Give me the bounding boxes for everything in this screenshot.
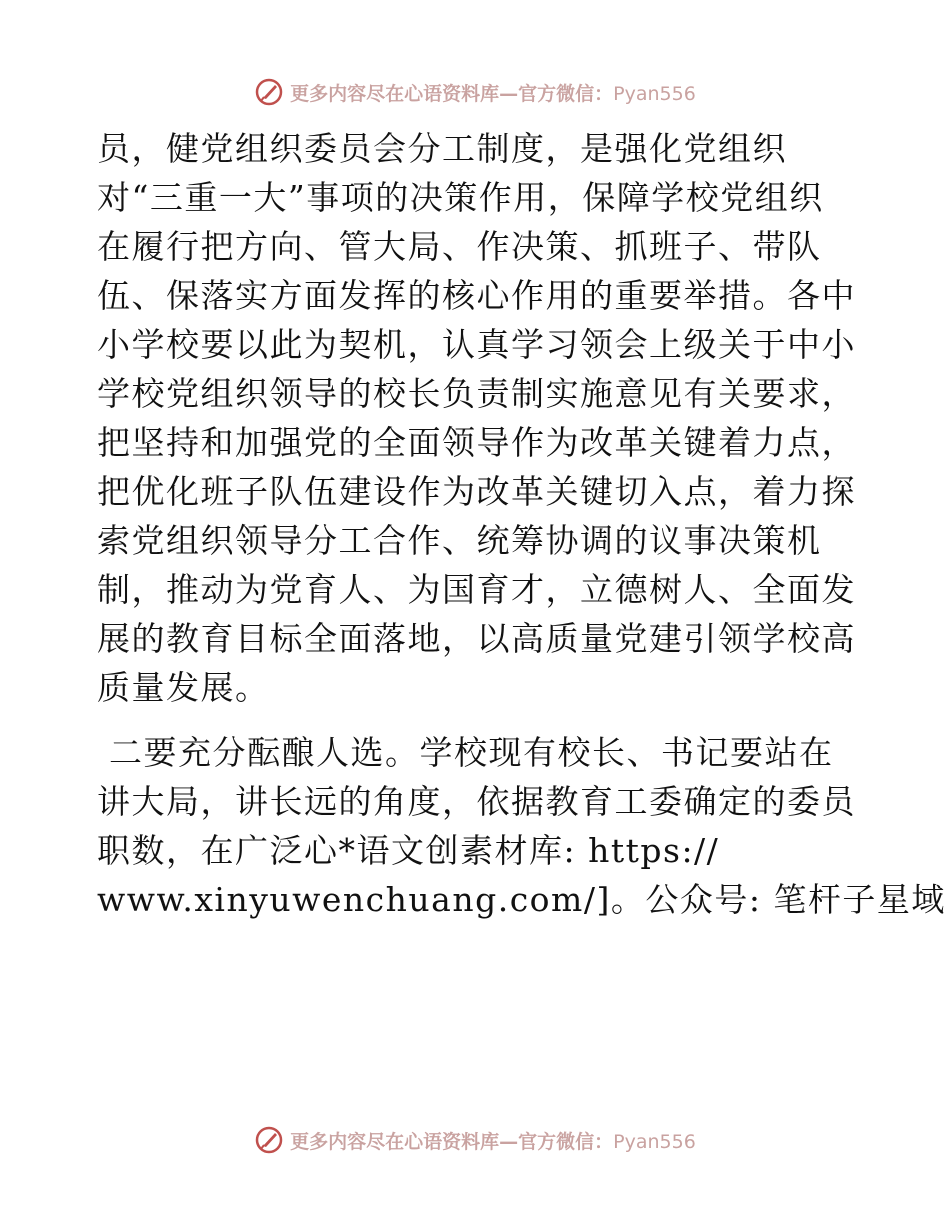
document-body: [97, 124, 946, 924]
text-line: 对“三重一大”事项的决策作用，保障学校党组织: [97, 178, 824, 217]
text-line: 学校党组织领导的校长负责制实施意见有关要求，: [97, 374, 856, 413]
text-line: 讲大局，讲长远的角度，依据教育工委确定的委员: [97, 782, 856, 821]
text-line: 把坚持和加强党的全面领导作为改革关键着力点，: [97, 423, 856, 462]
text-line: 二要充分酝酿人选。学校现有校长、书记要站在: [97, 733, 834, 772]
watermark-label: [290, 79, 696, 106]
text-line: 在履行把方向、管大局、作决策、抓班子、带队: [97, 227, 822, 266]
header-watermark: [0, 72, 950, 112]
watermark-text: 更多内容尽在心语资料库—官方微信：: [290, 1130, 614, 1153]
watermark-contact: Pyan556: [613, 1130, 696, 1153]
text-line: 伍、保落实方面发挥的核心作用的重要举措。各中: [97, 276, 856, 315]
text-line: 把优化班子队伍建设作为改革关键切入点，着力探: [97, 472, 856, 511]
text-line: 制，推动为党育人、为国育才，立德树人、全面发: [97, 570, 856, 609]
text-line: 职数，在广泛心*语文创素材库: https://: [97, 831, 720, 870]
text-line: 质量发展。: [97, 668, 270, 707]
footer-watermark: [0, 1120, 950, 1160]
text-line: 小学校要以此为契机，认真学习领会上级关于中小: [97, 325, 856, 364]
paragraph-2: [97, 728, 946, 924]
quill-logo-icon: [254, 77, 284, 107]
watermark-contact: Pyan556: [613, 82, 696, 105]
quill-logo-icon: [254, 1125, 284, 1155]
paragraph-spacer: [97, 712, 857, 728]
text-line: 员，健党组织委员会分工制度，是强化党组织: [97, 129, 787, 168]
watermark-text: 更多内容尽在心语资料库—官方微信：: [290, 82, 614, 105]
watermark-label: [290, 1127, 696, 1154]
text-line: 索党组织领导分工合作、统筹协调的议事决策机: [97, 521, 822, 560]
paragraph-1: [97, 124, 857, 712]
text-line: www.xinyuwenchuang.com/]。公众号: 笔杆子星域: [97, 880, 946, 919]
text-line: 展的教育目标全面落地，以高质量党建引领学校高: [97, 619, 856, 658]
